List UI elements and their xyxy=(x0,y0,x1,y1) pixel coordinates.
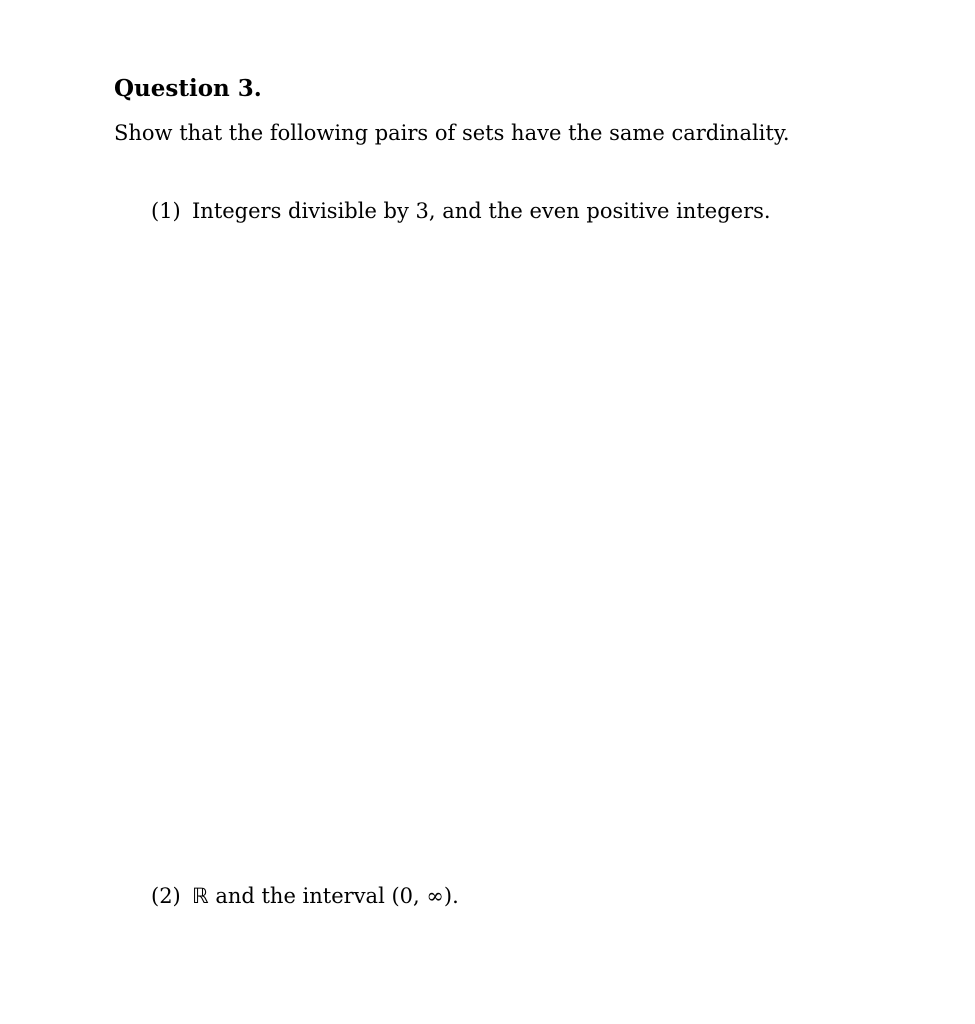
part-1 xyxy=(151,196,771,226)
real-numbers-symbol: ℝ xyxy=(192,884,209,908)
part-2 xyxy=(151,881,459,911)
part-1-text: Integers divisible by 3, and the even positive integers. xyxy=(192,199,771,223)
part-2-number: (2) xyxy=(151,884,181,908)
interval-expression: (0, ∞) xyxy=(391,884,453,908)
part-2-text: and the interval xyxy=(208,884,392,908)
question-title: Question 3. xyxy=(114,75,262,102)
answer-space xyxy=(151,240,851,860)
part-1-number: (1) xyxy=(151,199,181,223)
question-intro: Show that the following pairs of sets have the same cardinality. xyxy=(114,121,790,145)
part-2-period: . xyxy=(452,884,459,908)
